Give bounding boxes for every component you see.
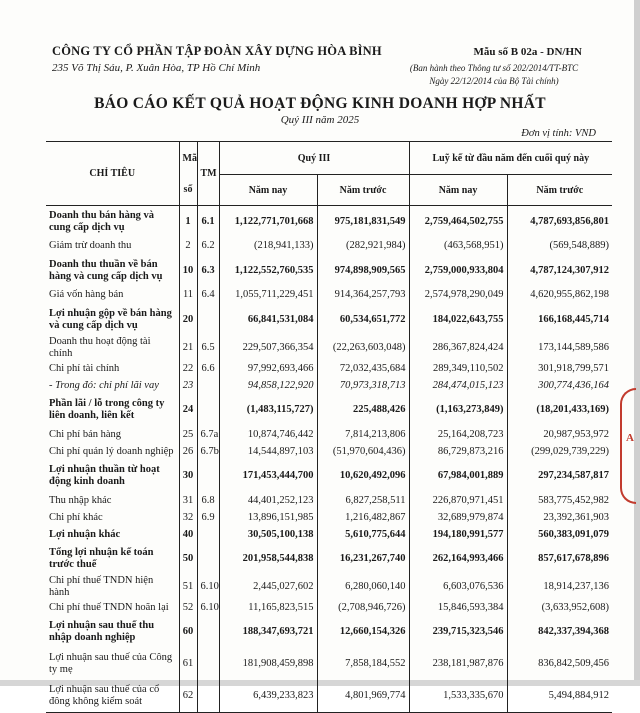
row-cumulative-this-year: (1,163,273,849) (409, 394, 507, 426)
row-cumulative-this-year: 239,715,323,546 (409, 616, 507, 648)
row-code: 61 (179, 648, 197, 680)
row-cumulative-this-year: (463,568,951) (409, 238, 507, 255)
row-note: 6.10 (197, 599, 219, 616)
row-quarter-last-year: 12,660,154,326 (317, 616, 409, 648)
row-quarter-last-year: 10,620,492,096 (317, 460, 409, 492)
row-note: 6.3 (197, 255, 219, 287)
row-indicator: Lợi nhuận sau thuế thu nhập doanh nghiệp (49, 620, 155, 644)
row-code: 60 (179, 616, 197, 648)
row-indicator: - Trong đó: chi phí lãi vay (49, 379, 159, 391)
row-code: 1 (179, 206, 197, 239)
row-cumulative-last-year: 18,914,237,136 (507, 575, 612, 599)
row-quarter-last-year: 16,231,267,740 (317, 543, 409, 575)
row-cumulative-last-year: 560,383,091,079 (507, 526, 612, 543)
company-address: 235 Võ Thị Sáu, P. Xuân Hòa, TP Hồ Chí Minh (52, 62, 261, 74)
table-row (46, 360, 612, 377)
row-code: 51 (179, 575, 197, 599)
circular-line-1: (Ban hành theo Thông tư số 202/2014/TT-BTC (409, 63, 579, 73)
row-code: 25 (179, 426, 197, 443)
row-indicator: Giá vốn hàng bán (49, 289, 124, 301)
red-seal-fragment (620, 388, 636, 504)
row-quarter-last-year: 4,801,969,774 (317, 680, 409, 713)
row-quarter-this-year: 44,401,252,123 (219, 492, 317, 509)
row-quarter-last-year: 974,898,909,565 (317, 255, 409, 287)
row-cumulative-this-year: 284,474,015,123 (409, 377, 507, 394)
table-row (46, 526, 612, 543)
row-quarter-last-year: 72,032,435,684 (317, 360, 409, 377)
row-code: 24 (179, 394, 197, 426)
row-cumulative-last-year: 4,620,955,862,198 (507, 287, 612, 304)
row-code: 40 (179, 526, 197, 543)
table-row (46, 648, 612, 680)
income-statement-table (46, 141, 612, 713)
row-quarter-this-year: 229,507,366,354 (219, 336, 317, 360)
table-row (46, 599, 612, 616)
row-quarter-last-year: 6,827,258,511 (317, 492, 409, 509)
row-quarter-last-year: 975,181,831,549 (317, 206, 409, 239)
table-row (46, 575, 612, 599)
row-quarter-this-year: 11,165,823,515 (219, 599, 317, 616)
row-cumulative-last-year: (18,201,433,169) (507, 394, 612, 426)
row-cumulative-last-year: 4,787,693,856,801 (507, 206, 612, 239)
row-indicator: Doanh thu hoạt động tài chính (49, 336, 151, 360)
row-code: 21 (179, 336, 197, 360)
row-cumulative-last-year: 166,168,445,714 (507, 304, 612, 336)
row-note: 6.5 (197, 336, 219, 360)
row-indicator: Lợi nhuận sau thuế của Công ty mẹ (49, 652, 173, 676)
row-indicator: Chi phí khác (49, 511, 103, 523)
row-code: 30 (179, 460, 197, 492)
row-indicator: Chi phí quản lý doanh nghiệp (49, 445, 174, 457)
row-note (197, 680, 219, 713)
row-cumulative-last-year: 836,842,509,456 (507, 648, 612, 680)
row-quarter-this-year: 188,347,693,721 (219, 616, 317, 648)
row-cumulative-last-year: (569,548,889) (507, 238, 612, 255)
circular-line-2: Ngày 22/12/2014 của Bộ Tài chính) (429, 76, 559, 87)
row-quarter-this-year: (218,941,133) (219, 238, 317, 255)
row-indicator: Chi phí bán hàng (49, 428, 122, 440)
row-cumulative-last-year: 173,144,589,586 (507, 336, 612, 360)
header-code-bottom: số (179, 175, 197, 206)
row-quarter-last-year: 60,534,651,772 (317, 304, 409, 336)
currency-unit: Đơn vị tính: VND (521, 128, 596, 139)
row-code: 23 (179, 377, 197, 394)
row-indicator: Lợi nhuận gộp về bán hàng và cung cấp dịch vụ (49, 307, 172, 331)
row-cumulative-this-year: 15,846,593,384 (409, 599, 507, 616)
row-quarter-this-year: 181,908,459,898 (219, 648, 317, 680)
header-cumulative-last-year: Năm trước (507, 175, 612, 206)
row-indicator: Chi phí thuế TNDN hiện hành (49, 575, 154, 599)
row-cumulative-last-year: 857,617,678,896 (507, 543, 612, 575)
header-cumulative-this-year: Năm nay (409, 175, 507, 206)
row-quarter-this-year: 13,896,151,985 (219, 509, 317, 526)
row-code: 31 (179, 492, 197, 509)
row-cumulative-last-year: 23,392,361,903 (507, 509, 612, 526)
row-quarter-last-year: (22,263,603,048) (317, 336, 409, 360)
row-cumulative-this-year: 184,022,643,755 (409, 304, 507, 336)
row-note (197, 377, 219, 394)
row-quarter-last-year: 225,488,426 (317, 394, 409, 426)
row-note: 6.1 (197, 206, 219, 239)
row-cumulative-last-year: 301,918,799,571 (507, 360, 612, 377)
table-row (46, 443, 612, 460)
row-code: 22 (179, 360, 197, 377)
row-note (197, 460, 219, 492)
row-cumulative-this-year: 86,729,873,216 (409, 443, 507, 460)
row-indicator: Lợi nhuận thuần từ hoạt động kinh doanh (49, 464, 160, 488)
header-indicator: CHỈ TIÊU (46, 142, 179, 206)
row-note: 6.10 (197, 575, 219, 599)
row-cumulative-this-year: 262,164,993,466 (409, 543, 507, 575)
row-code: 11 (179, 287, 197, 304)
row-cumulative-this-year: 2,759,464,502,755 (409, 206, 507, 239)
row-indicator: Thu nhập khác (49, 494, 112, 506)
row-cumulative-this-year: 6,603,076,536 (409, 575, 507, 599)
row-quarter-this-year: (1,483,115,727) (219, 394, 317, 426)
row-quarter-this-year: 6,439,233,823 (219, 680, 317, 713)
table-row (46, 492, 612, 509)
row-code: 26 (179, 443, 197, 460)
row-quarter-this-year: 97,992,693,466 (219, 360, 317, 377)
row-note: 6.8 (197, 492, 219, 509)
row-indicator: Lợi nhuận sau thuế của cổ đông không kiểm soát (46, 680, 179, 713)
table-row (46, 304, 612, 336)
row-quarter-last-year: (282,921,984) (317, 238, 409, 255)
row-note (197, 616, 219, 648)
row-cumulative-last-year: 5,494,884,912 (507, 680, 612, 713)
form-code: Mẫu số B 02a - DN/HN (473, 46, 582, 58)
row-cumulative-this-year: 226,870,971,451 (409, 492, 507, 509)
row-code: 62 (179, 680, 197, 713)
row-note (197, 304, 219, 336)
table-row (46, 460, 612, 492)
row-cumulative-this-year: 2,759,000,933,804 (409, 255, 507, 287)
table-row (46, 509, 612, 526)
row-quarter-this-year: 14,544,897,103 (219, 443, 317, 460)
company-name: CÔNG TY CỔ PHẦN TẬP ĐOÀN XÂY DỰNG HÒA BÌNH (52, 44, 382, 58)
table-row (46, 616, 612, 648)
row-cumulative-this-year: 67,984,001,889 (409, 460, 507, 492)
row-quarter-last-year: 7,814,213,806 (317, 426, 409, 443)
row-indicator: Doanh thu thuần về bán hàng và cung cấp dịch vụ (49, 258, 163, 282)
row-cumulative-this-year: 1,533,335,670 (409, 680, 507, 713)
row-note: 6.7a (197, 426, 219, 443)
row-quarter-this-year: 171,453,444,700 (219, 460, 317, 492)
row-indicator: Giảm trừ doanh thu (49, 240, 132, 252)
row-quarter-last-year: 6,280,060,140 (317, 575, 409, 599)
row-code: 52 (179, 599, 197, 616)
row-note: 6.4 (197, 287, 219, 304)
header-note: TM (197, 142, 219, 206)
row-quarter-last-year: 1,216,482,867 (317, 509, 409, 526)
row-cumulative-this-year: 286,367,824,424 (409, 336, 507, 360)
row-cumulative-this-year: 25,164,208,723 (409, 426, 507, 443)
row-note (197, 394, 219, 426)
seal-letter: A (626, 432, 634, 444)
row-quarter-this-year: 201,958,544,838 (219, 543, 317, 575)
row-code: 10 (179, 255, 197, 287)
row-quarter-this-year: 1,122,552,760,535 (219, 255, 317, 287)
row-quarter-last-year: 70,973,318,713 (317, 377, 409, 394)
row-note (197, 543, 219, 575)
row-indicator: Doanh thu bán hàng và cung cấp dịch vụ (49, 209, 155, 233)
row-quarter-this-year: 66,841,531,084 (219, 304, 317, 336)
row-code: 50 (179, 543, 197, 575)
row-cumulative-last-year: 20,987,953,972 (507, 426, 612, 443)
row-code: 32 (179, 509, 197, 526)
row-quarter-last-year: 5,610,775,644 (317, 526, 409, 543)
table-row (46, 238, 612, 255)
table-row (46, 287, 612, 304)
row-cumulative-this-year: 238,181,987,876 (409, 648, 507, 680)
row-cumulative-last-year: 300,774,436,164 (507, 377, 612, 394)
row-code: 20 (179, 304, 197, 336)
row-quarter-this-year: 30,505,100,138 (219, 526, 317, 543)
row-note: 6.2 (197, 238, 219, 255)
row-quarter-last-year: 914,364,257,793 (317, 287, 409, 304)
row-quarter-this-year: 94,858,122,920 (219, 377, 317, 394)
row-quarter-this-year: 2,445,027,602 (219, 575, 317, 599)
row-note (197, 648, 219, 680)
row-quarter-this-year: 1,055,711,229,451 (219, 287, 317, 304)
row-cumulative-last-year: (3,633,952,608) (507, 599, 612, 616)
table-row (46, 543, 612, 575)
table-row (46, 377, 612, 394)
row-cumulative-last-year: 297,234,587,817 (507, 460, 612, 492)
row-quarter-last-year: (51,970,604,436) (317, 443, 409, 460)
table-row (46, 680, 612, 713)
row-note: 6.7b (197, 443, 219, 460)
table-row (46, 206, 612, 239)
row-quarter-last-year: 7,858,184,552 (317, 648, 409, 680)
row-quarter-this-year: 10,874,746,442 (219, 426, 317, 443)
row-indicator: Chi phí thuế TNDN hoãn lại (49, 601, 169, 613)
row-cumulative-this-year: 289,349,110,502 (409, 360, 507, 377)
row-cumulative-last-year: 4,787,124,307,912 (507, 255, 612, 287)
row-cumulative-this-year: 2,574,978,290,049 (409, 287, 507, 304)
report-title: BÁO CÁO KẾT QUẢ HOẠT ĐỘNG KINH DOANH HỢP NHẤT (94, 95, 546, 112)
row-indicator: Chi phí tài chính (49, 362, 120, 374)
row-indicator: Phần lãi / lỗ trong công ty liên doanh, liên kết (49, 398, 165, 422)
row-note: 6.6 (197, 360, 219, 377)
row-note: 6.9 (197, 509, 219, 526)
row-code: 2 (179, 238, 197, 255)
header-cumulative: Luỹ kế từ đầu năm đến cuối quý này (409, 142, 612, 175)
row-quarter-this-year: 1,122,771,701,668 (219, 206, 317, 239)
table-row (46, 394, 612, 426)
header-quarter: Quý III (219, 142, 409, 175)
header-quarter-this-year: Năm nay (219, 175, 317, 206)
header-quarter-last-year: Năm trước (317, 175, 409, 206)
table-row (46, 255, 612, 287)
report-period: Quý III năm 2025 (280, 114, 360, 126)
row-cumulative-this-year: 194,180,991,577 (409, 526, 507, 543)
row-indicator: Tổng lợi nhuận kế toán trước thuế (49, 547, 154, 571)
row-indicator: Lợi nhuận khác (49, 528, 121, 540)
row-cumulative-this-year: 32,689,979,874 (409, 509, 507, 526)
row-note (197, 526, 219, 543)
circular-note (394, 62, 594, 88)
header-code-top: Mã (179, 142, 197, 175)
row-cumulative-last-year: 842,337,394,368 (507, 616, 612, 648)
table-row (46, 336, 612, 360)
row-cumulative-last-year: 583,775,452,982 (507, 492, 612, 509)
row-cumulative-last-year: (299,029,739,229) (507, 443, 612, 460)
row-quarter-last-year: (2,708,946,726) (317, 599, 409, 616)
table-row (46, 426, 612, 443)
